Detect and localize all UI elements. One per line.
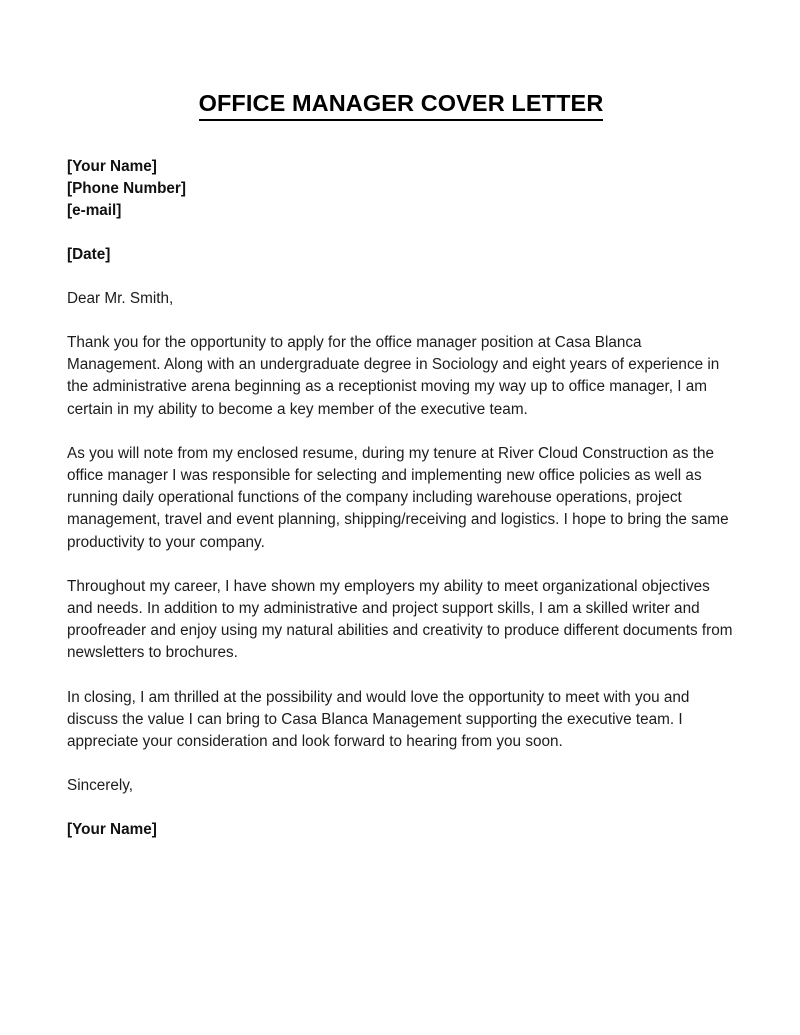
spacer-before-signature bbox=[67, 797, 735, 819]
sender-name-placeholder: [Your Name] bbox=[67, 158, 157, 175]
sender-contact-block bbox=[67, 156, 735, 222]
body-paragraph-1: Thank you for the opportunity to apply for the office manager position at Casa Blanca Management. Along with an undergraduate degree in Sociology and eight years of experience in the administrative arena beginning as a receptionist moving my way up to office manager, I am certain in my ability to become a key member of the executive team. bbox=[67, 334, 720, 418]
signature-name-placeholder: [Your Name] bbox=[67, 821, 157, 839]
spacer-before-closing bbox=[67, 753, 735, 775]
body-paragraph-4: In closing, I am thrilled at the possibility and would love the opportunity to meet with you and discuss the value I can bring to Casa Blanca Management supporting the executive team. I appreciate your consideration and look forward to hearing from you soon. bbox=[67, 688, 690, 751]
spacer-before-date bbox=[67, 222, 735, 244]
salutation: Dear Mr. Smith, bbox=[67, 290, 174, 307]
sender-phone-placeholder: [Phone Number] bbox=[67, 180, 186, 197]
spacer-before-paragraph-1 bbox=[67, 310, 735, 332]
body-paragraph-3: Throughout my career, I have shown my employers my ability to meet organizational objectives and needs. In addition to my administrative and project support skills, I am a skilled writer and proofreader and enjoy using my natural abilities and creativity to produce different documents from newsletters to brochures. bbox=[67, 577, 733, 662]
spacer-before-paragraph-3 bbox=[67, 554, 735, 576]
body-paragraph-2: As you will note from my enclosed resume, during my tenure at River Cloud Construction as the office manager I was responsible for selecting and implementing new office policies as well as running daily operational functions of the company including warehouse operations, project management, travel and event planning, shipping/receiving and logistics. I hope to bring the same productivity to your company. bbox=[67, 444, 729, 551]
closing-phrase: Sincerely, bbox=[67, 777, 134, 795]
title-spacer bbox=[67, 121, 735, 156]
letter-content bbox=[67, 88, 735, 841]
page-title-text: OFFICE MANAGER COVER LETTER bbox=[199, 88, 604, 121]
date-placeholder: [Date] bbox=[67, 246, 111, 263]
spacer-before-paragraph-2 bbox=[67, 421, 735, 443]
sender-email-placeholder: [e-mail] bbox=[67, 202, 122, 219]
page-title bbox=[67, 88, 735, 121]
spacer-before-paragraph-4 bbox=[67, 665, 735, 687]
spacer-before-salutation bbox=[67, 266, 735, 288]
